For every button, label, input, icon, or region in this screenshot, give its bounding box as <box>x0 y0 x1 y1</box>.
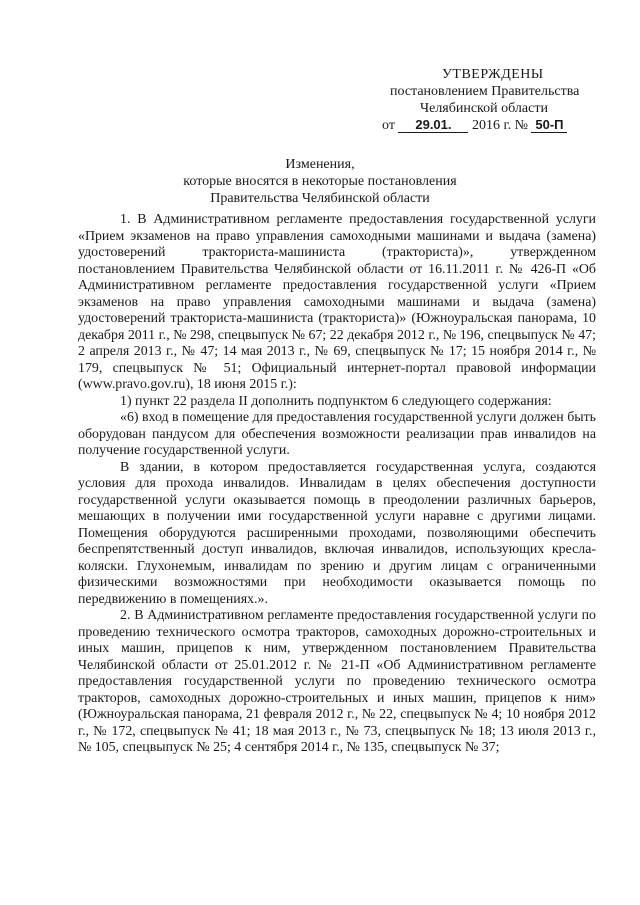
document-heading <box>80 156 560 207</box>
approval-line-2: Челябинской области <box>420 101 548 116</box>
approval-title: УТВЕРЖДЕНЫ <box>442 67 544 82</box>
paragraph-1: 1. В Административном регламенте предоставления государственной услуги «Прием экзаменов на право управления самоходными машинами и выдача (замена) удостоверений тракториста-машиниста (тракториста)», утвержденном постановлением Правительства Челябинской области от 16.11.2011 г. № 426-П «Об Административном регламенте предоставления государственной услуги «Прием экзаменов на право управления самоходными машинами и выдача (замена) удостоверений тракториста-машиниста (тракториста)» (Южноуральская панорама, 10 декабря 2011 г., № 298, спецвыпуск № 67; 22 декабря 2012 г., № 196, спецвыпуск № 47; 2 апреля 2013 г., № 47; 14 мая 2013 г., № 69, спецвыпуск № 17; 15 ноября 2014 г., № 179, спецвыпуск № 51; Официальный интернет-портал правовой информации (www.pravo.gov.ru), 18 июня 2015 г.): <box>78 212 596 392</box>
document-body <box>78 212 596 757</box>
paragraph-2: 1) пункт 22 раздела II дополнить подпунктом 6 следующего содержания: <box>120 393 552 409</box>
heading-line-3: Правительства Челябинской области <box>210 191 430 206</box>
approval-date-line <box>372 117 602 134</box>
approval-from-label: от <box>382 118 395 133</box>
paragraph-5: 2. В Административном регламенте предоставления государственной услуги по проведению технического осмотра тракторов, самоходных дорожно-строительных и иных машин, прицепов к ним, утвержденном постановлением Правительства Челябинской области от 25.01.2012 г. № 21-П «Об Административном регламенте предоставления государственной услуги по проведению технического осмотра тракторов, самоходных дорожно-строительных и иных машин, прицепов к ним» (Южноуральская панорама, 21 февраля 2012 г., № 22, спецвыпуск № 4; 10 ноября 2012 г., № 172, спецвыпуск № 41; 18 мая 2013 г., № 73, спецвыпуск № 18; 13 июля 2013 г., № 105, спецвыпуск № 25; 4 сентября 2014 г., № 135, спецвыпуск № 37; <box>78 608 596 755</box>
approval-year-text: 2016 г. № <box>471 118 528 133</box>
heading-line-2: которые вносятся в некоторые постановления <box>183 174 457 189</box>
approval-line-1: постановлением Правительства <box>390 84 580 99</box>
approval-number: 50-П <box>531 118 567 133</box>
approval-date: 29.01. <box>398 118 468 133</box>
heading-line-1: Изменения, <box>285 157 355 172</box>
approval-block <box>372 66 602 134</box>
paragraph-3: «6) вход в помещение для предоставления государственной услуги должен быть оборудован пандусом для обеспечения возможности реализации прав инвалидов на получение государственной услуги. <box>78 410 596 458</box>
paragraph-4: В здании, в котором предоставляется государственная услуга, создаются условия для прохода инвалидов. Инвалидам в целях обеспечения доступности государственной услуги оказывается помощь в преодолении различных барьеров, мешающих в получении ими государственной услуги наравне с другими лицами. Помещения оборудуются расширенными проходами, позволяющими обеспечить беспрепятственный доступ инвалидов, включая инвалидов, использующих кресла-коляски. Глухонемым, инвалидам по зрению и другим лицам с ограниченными физическими возможностями при необходимости оказывается помощь по передвижению в помещениях.». <box>78 459 596 607</box>
